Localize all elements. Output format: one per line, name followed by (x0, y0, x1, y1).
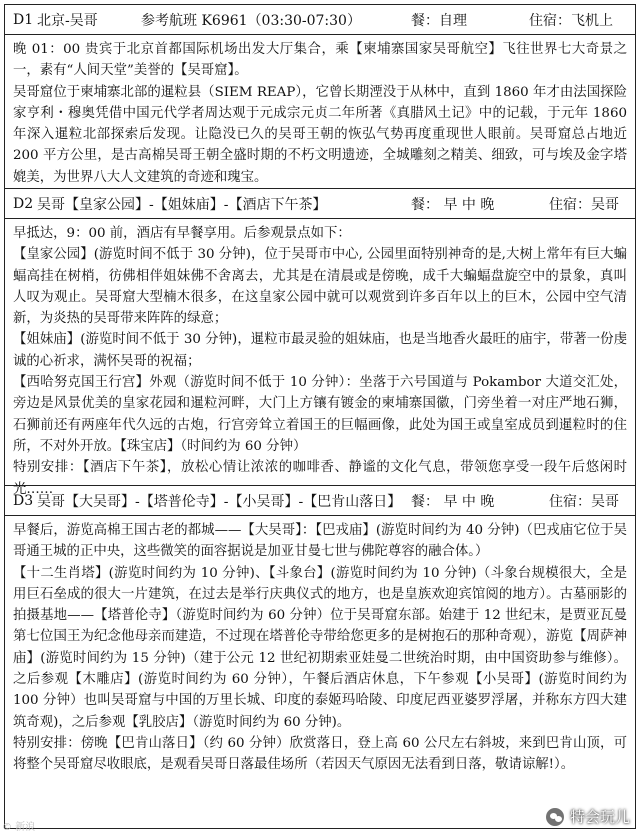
day1-header (5, 5, 635, 35)
day3-hotel: 住宿：吴哥 (549, 493, 619, 510)
day2-day: D2 (13, 195, 34, 212)
day3-route: 吴哥【大吴哥】-【塔普伦寺】-【小吴哥】-【巴肯山落日】 (37, 493, 402, 510)
day2-line: 【皇家公园】(游览时间不低于 30 分钟)，位于吴哥市中心, 公园里面特别神奇的是,大树上常年有巨大蝙蝠高挂在树梢，彷佛相伴姐妹佛不舍离去，尤其是在清晨或是傍晚，成千大蝙蝠盘旋空中的景象，真叫人叹为观止。吴哥窟大型楠木很多，在这皇家公园中就可以观赏到许多百年以上的巨木，公园中空气清新，为炎热的吴哥带来阵阵的绿意； (13, 247, 627, 327)
day1-meals: 餐：自理 (411, 12, 467, 29)
day2-line: 特别安排：【酒店下午茶】，放松心情让浓浓的咖啡香、静谧的文化气息，带领您享受一段午后悠闲时光…… (13, 460, 627, 497)
day1-flight: 参考航班 K6961（03:30-07:30） (141, 12, 361, 29)
day3-line: 【十二生肖塔】(游览时间约为 10 分钟)、【斗象台】(游览时间约为 10 分钟)（斗象台规模很大，全是用巨石垒成的很大一片建筑，在过去是举行庆典仪式的地方，也是皇族欢迎宾馆阅的地方）。古墓丽影的拍摄基地——【塔普伦寺】（游览时间约为 60 分钟）位于吴哥窟东部。始建于 12 世纪末，是贾亚瓦曼第七位国王为纪念他母亲而建造，不过现在塔普伦寺带给您更多的是树抱石的那种奇观），游览【周萨神庙】(游览时间约为 15 分钟)（建于公元 12 世纪初期索亚娃曼二世统治时期，由中国资助参与维修）。之后参观【木雕店】(游览时间约为 60 分钟），午餐后酒店休息，下午参观【小吴哥】(游览时间约为 100 分钟）也叫吴哥窟与中国的万里长城、印度的泰姬玛哈陵、印度尼西亚婆罗浮屠，并称东方四大建筑奇观)，之后参观【乳胶店】（游览时间约为 60 分钟)。 (13, 565, 627, 730)
day1-line: 晚 01：00 贵宾于北京首都国际机场出发大厅集合，乘【柬埔寨国家吴哥航空】飞往世界七大奇景之一，素有“人间天堂”美誉的【吴哥窟】。 (13, 42, 627, 79)
day2-meals: 餐： 早 中 晚 (411, 196, 495, 213)
day2-route: 吴哥【皇家公园】-【姐妹庙】-【酒店下午茶】 (37, 196, 327, 213)
day2-header (5, 189, 635, 219)
day1-route: 北京-吴哥 (37, 12, 98, 29)
day2-body (5, 219, 635, 497)
day1-line: 吴哥窟位于柬埔寨北部的暹粒县（SIEM REAP），它曾长期湮没于从林中，直到 1860 年才由法国探险家亨利・穆奥凭借中国元代学者周达观于元成宗元贞二年所著《真腊风土记》中的记载，于元年 1860 年深入暹粒北部探索后发现。让隐没已久的吴哥王朝的恢弘气势再度重现世人眼前。吴哥窟总占地近 200 平方公里，是古高棉吴哥王朝全盛时期的不朽文明遗迹，全城雕刻之精美、细致，可与埃及金字塔媲美，为世界八大人文建筑的奇迹和瑰宝。 (13, 84, 627, 185)
day1-hotel: 住宿：飞机上 (529, 12, 613, 29)
day3-line: 特别安排：傍晚【巴肯山落日】（约 60 分钟）欣赏落日，登上高 60 公尺左右斜坡，来到巴肯山顶，可将整个吴哥窟尽收眼底，是观看吴哥日落最佳场所（若因天气原因无法看到日落，敬请谅解!）。 (13, 735, 627, 773)
day2-line: 【西哈努克国王行宫】外观（游览时间不低于 10 分钟）：坐落于六号国道与 Pokambor 大道交汇处，旁边是风景优美的皇家花园和暹粒河畔，大门上方镶有镀金的柬埔寨国徽，门旁坐着一对庄严地石狮，石狮前还有两座年代久远的古炮，行宫旁耸立着国王的巨幅画像，此处为国王或皇室成员到暹粒时的住所，不对外开放。【珠宝店】（时间约为 60 分钟） (13, 375, 627, 454)
watermark-text: 特会玩儿 (569, 808, 630, 826)
day2-line: 早抵达，9：00 前，酒店有早餐享用。后参观景点如下： (13, 226, 351, 241)
watermark (545, 806, 630, 827)
wechat-icon (545, 807, 565, 827)
day1-day: D1 (13, 11, 34, 28)
day1-body (5, 35, 635, 189)
day2-line: 【姐妹庙】(游览时间不低于 30 分钟)，暹粒市最灵验的姐妹庙，也是当地香火最旺的庙宇，带著一份虔诚的心祈求，满怀吴哥的祝福； (13, 332, 627, 369)
day3-day: D3 (13, 492, 34, 509)
day3-header (5, 486, 635, 516)
day3-body (5, 516, 635, 829)
day3-line: 早餐后，游览高棉王国古老的都城——【大吴哥】：【巴戎庙】(游览时间约为 40 分钟)（巴戎庙它位于吴哥通王城的正中央，这些微笑的面容据说是加亚甘曼七世与佛陀尊容的融合体。） (13, 523, 627, 560)
day3-meals: 餐： 早 中 晚 (411, 493, 495, 510)
corner-mark: © 新浪 (2, 822, 36, 833)
day2-hotel: 住宿：吴哥 (549, 196, 619, 213)
itinerary-table (4, 4, 636, 829)
